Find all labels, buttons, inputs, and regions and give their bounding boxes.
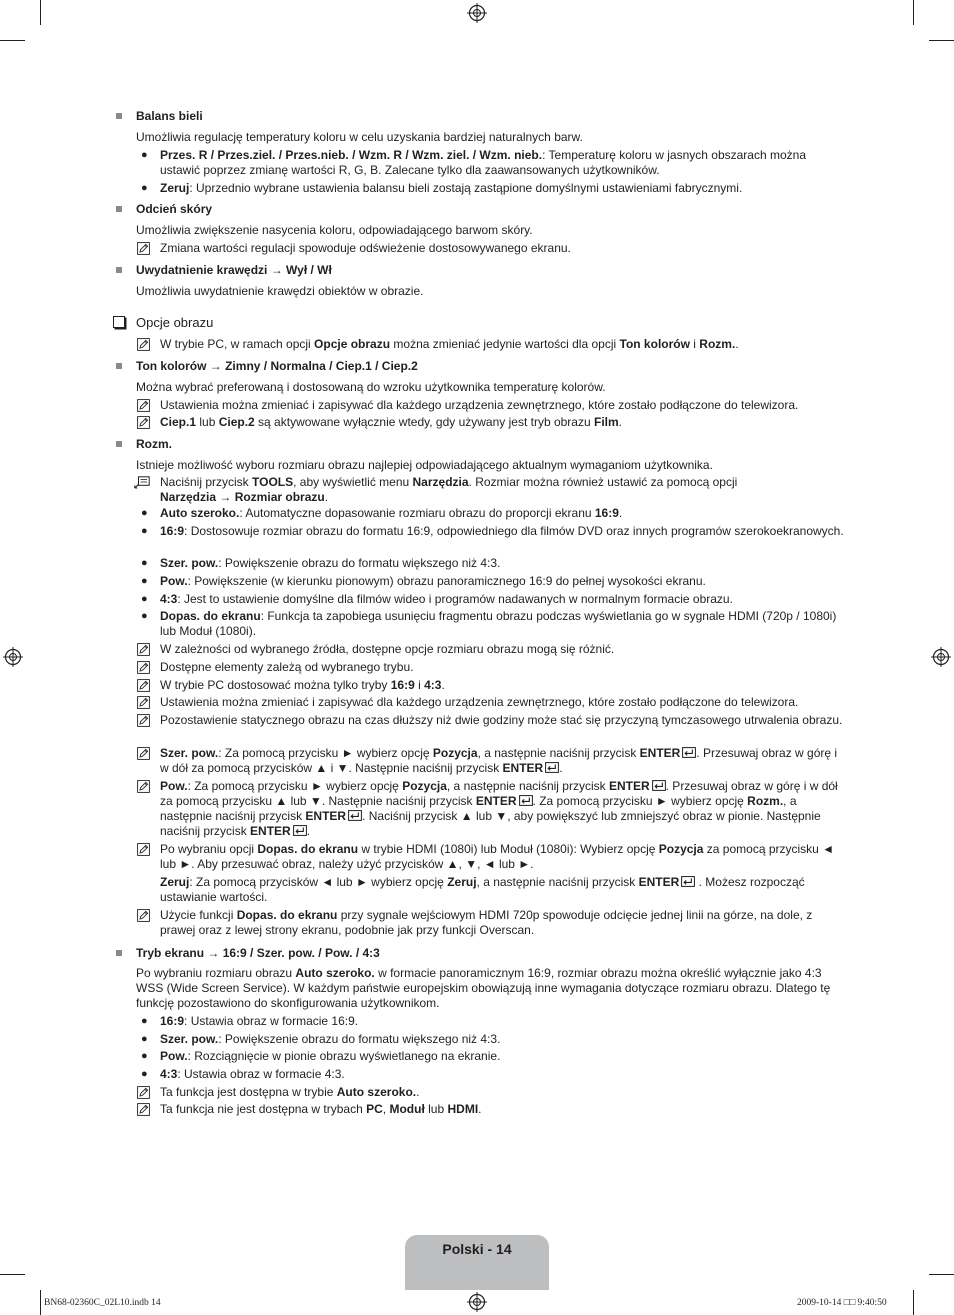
bold-term: ENTER <box>638 875 680 889</box>
line-text <box>160 1102 844 1117</box>
bold-term: ENTER <box>305 809 347 823</box>
text-run: . Przesuwaj obraz w górę i w dół za pomocą przycisku ▲ lub ▼. Następnie naciśnij przycisk <box>160 779 838 808</box>
bold-term: Film <box>593 415 619 429</box>
text-run: Istnieje możliwość wyboru rozmiaru obrazu najlepiej odpowiadającego aktualnym wymaganiom użytkownika. <box>136 458 713 472</box>
text-run: . <box>618 506 623 520</box>
crop-mark <box>929 40 954 41</box>
text-run: lub <box>424 1102 448 1116</box>
line-text <box>136 202 844 217</box>
line-text <box>136 109 844 124</box>
text-run: W zależności od wybranego źródła, dostępne opcje rozmiaru obrazu mogą się różnić. <box>160 642 615 656</box>
footer-file-info: BN68-02360C_02L10.indb 14 <box>44 1298 161 1308</box>
text-run: , a następnie naciśnij przycisk <box>160 794 797 823</box>
line-text <box>136 380 844 395</box>
line-text <box>160 1049 844 1064</box>
note-pencil-icon <box>137 714 150 727</box>
page-number-label: Polski - 14 <box>442 1241 512 1257</box>
text-run: , <box>382 1102 390 1116</box>
crop-mark <box>913 0 914 25</box>
note-pencil-icon <box>137 780 150 793</box>
bold-term: Moduł <box>389 1102 425 1116</box>
line-text <box>136 130 844 145</box>
text-run: . Możesz rozpocząć ustawianie wartości. <box>160 875 805 904</box>
text-run: . <box>324 490 329 504</box>
text-run: : Powiększenie (w kierunku pionowym) obrazu panoramicznego 16:9 do pełnej wysokości ekranu. <box>187 574 706 588</box>
round-bullet-icon: ● <box>141 610 148 622</box>
bold-term: Ciep.1 <box>160 415 197 429</box>
line-text <box>160 678 844 693</box>
note-pencil-icon <box>137 399 150 412</box>
bold-term: PC <box>366 1102 383 1116</box>
bold-term: 16:9 <box>160 1014 185 1028</box>
text-run: Zmiana wartości regulacji spowoduje odświeżenie dostosowywanego ekranu. <box>160 241 571 255</box>
text-run: . <box>441 678 445 692</box>
text-run: : Za pomocą przycisków ◄ lub ► wybierz opcję <box>189 875 448 889</box>
bold-term: 4:3 <box>160 1067 178 1081</box>
note-pencil-icon <box>137 909 150 922</box>
text-run: Użycie funkcji <box>160 908 237 922</box>
enter-key-icon <box>545 762 559 773</box>
enter-key-icon <box>519 795 533 806</box>
line-text <box>160 642 844 657</box>
text-run: . Naciśnij przycisk ▲ lub ▼, aby powiększyć lub zmniejszyć obraz w pionie. Następnie naciśnij przycisk <box>160 809 821 838</box>
line-text <box>160 506 844 521</box>
text-run: Umożliwia zwiększenie nasycenia koloru, odpowiadającego barwom skóry. <box>136 223 533 237</box>
bold-term: 4:3 <box>424 678 442 692</box>
line-text <box>160 181 844 196</box>
bold-term: Pow. <box>160 574 188 588</box>
line-text <box>160 1032 844 1047</box>
text-run: Po wybraniu rozmiaru obrazu <box>136 966 296 980</box>
line-text <box>160 241 844 256</box>
text-run: : Dostosowuje rozmiar obrazu do formatu 16:9, odpowiedniego dla filmów DVD oraz innych programów szerokoekranowych. <box>184 524 844 538</box>
bold-term: Rozm. <box>747 794 784 808</box>
bold-term: Pow. <box>160 779 188 793</box>
note-pencil-icon <box>137 696 150 709</box>
text-run: można zmieniać jedynie wartości dla opcji <box>390 337 620 351</box>
square-bullet-icon <box>116 113 122 119</box>
registration-mark-icon <box>467 1292 487 1312</box>
line-text <box>160 779 844 839</box>
line-text <box>160 609 844 639</box>
text-run: . <box>478 1102 482 1116</box>
text-run: i <box>414 678 425 692</box>
line-text <box>160 875 844 905</box>
text-run: za pomocą przycisku ◄ lub ►. Aby przesuwać obraz, należy użyć przycisków ▲, ▼, ◄ lub ►. <box>160 842 835 871</box>
bold-term: Szer. pow. <box>160 746 219 760</box>
round-bullet-icon: ● <box>141 507 148 519</box>
text-run: : Jest to ustawienie domyślne dla filmów wideo i programów nadawanych w normalnym formacie obrazu. <box>177 592 733 606</box>
page-number-tab <box>405 1235 549 1290</box>
text-run: . <box>416 1085 420 1099</box>
bold-term: Ciep.2 <box>218 415 255 429</box>
round-bullet-icon: ● <box>141 1050 148 1062</box>
bold-term: Tryb ekranu → 16:9 / Szer. pow. / Pow. / 4:3 <box>136 946 380 960</box>
text-run: . <box>735 337 739 351</box>
line-text <box>160 415 844 430</box>
bold-term: ENTER <box>639 746 681 760</box>
bold-term: 16:9 <box>594 506 619 520</box>
note-pencil-icon <box>137 1086 150 1099</box>
line-text <box>160 148 844 178</box>
bold-term: Pozycja <box>432 746 478 760</box>
bold-term: ENTER <box>608 779 650 793</box>
text-run: i <box>689 337 700 351</box>
line-text <box>160 746 844 776</box>
bold-term: Szer. pow. <box>160 556 219 570</box>
bold-term: Zeruj <box>160 181 190 195</box>
note-pencil-icon <box>137 747 150 760</box>
text-run: , a następnie naciśnij przycisk <box>446 779 609 793</box>
text-run: W trybie PC dostosować można tylko tryby <box>160 678 391 692</box>
enter-key-icon <box>681 876 695 887</box>
round-bullet-icon: ● <box>141 182 148 194</box>
line-text <box>136 359 844 374</box>
text-run: , a następnie naciśnij przycisk <box>476 875 639 889</box>
text-run: Opcje obrazu <box>136 315 214 330</box>
line-text <box>160 1085 844 1100</box>
bold-term: Odcień skóry <box>136 202 213 216</box>
crop-mark <box>929 1274 954 1275</box>
line-text <box>160 574 844 589</box>
text-run: . Przesuwaj obraz w górę i w dół za pomocą przycisków ▲ i ▼. Następnie naciśnij przycisk <box>160 746 838 775</box>
line-text <box>160 1014 844 1029</box>
text-run: lub <box>196 415 219 429</box>
text-run: W trybie PC, w ramach opcji <box>160 337 315 351</box>
text-run: , a następnie naciśnij przycisk <box>477 746 640 760</box>
line-text <box>160 556 844 571</box>
text-run: : Funkcja ta zapobiega usunięciu fragmentu obrazu podczas wyświetlania go w sygnale HDMI (720p / 1080i) lub Moduł (1080i). <box>160 609 837 638</box>
text-run: : Rozciągnięcie w pionie obrazu wyświetlanego na ekranie. <box>187 1049 501 1063</box>
line-text <box>160 398 844 413</box>
note-pencil-icon <box>137 679 150 692</box>
line-text <box>136 437 844 452</box>
text-run: w trybie HDMI (1080i) lub Moduł (1080i): Wybierz opcję <box>358 842 659 856</box>
text-run: Ustawienia można zmieniać i zapisywać dla każdego urządzenia zewnętrznego, które zostało podłączone do telewizora. <box>160 398 799 412</box>
text-run: Ta funkcja jest dostępna w trybie <box>160 1085 337 1099</box>
text-run: Można wybrać preferowaną i dostosowaną do wzroku użytkownika temperaturę kolorów. <box>136 380 606 394</box>
bold-term: Przes. R / Przes.ziel. / Przes.nieb. / Wzm. R / Wzm. ziel. / Wzm. nieb. <box>160 148 543 162</box>
square-bullet-icon <box>116 206 122 212</box>
bold-term: Uwydatnienie krawędzi → Wył / Wł <box>136 263 332 277</box>
square-bullet-icon <box>116 363 122 369</box>
line-text <box>160 524 844 539</box>
bold-term: Zeruj <box>160 875 190 889</box>
note-pencil-icon <box>137 416 150 429</box>
checkbox-icon <box>113 316 125 328</box>
crop-mark <box>913 1290 914 1315</box>
bold-term: Narzędzia <box>412 475 469 489</box>
text-run: : Ustawia obraz w formacie 16:9. <box>184 1014 359 1028</box>
text-run: : Za pomocą przycisku ► wybierz opcję <box>218 746 433 760</box>
bold-term: Auto szeroko. <box>295 966 375 980</box>
square-bullet-icon <box>116 441 122 447</box>
crop-mark <box>0 1274 25 1275</box>
square-bullet-icon <box>116 267 122 273</box>
bold-term: Auto szeroko. <box>336 1085 417 1099</box>
bold-term: HDMI <box>447 1102 479 1116</box>
bold-term: Dopas. do ekranu <box>236 908 338 922</box>
bold-term: Pozycja <box>402 779 447 793</box>
bold-term: Ton kolorów → Zimny / Normalna / Ciep.1 / Ciep.2 <box>136 359 418 373</box>
text-run: : Temperaturę koloru w jasnych obszarach można ustawić poprzez zmianę wartości R, G, B. Zalecane tylko dla zaawansowanych użytkowników. <box>160 148 806 177</box>
text-run: Po wybraniu opcji <box>160 842 258 856</box>
text-run: . <box>618 415 622 429</box>
text-run: : Za pomocą przycisku ► wybierz opcję <box>187 779 403 793</box>
text-run: Pozostawienie statycznego obrazu na czas dłuższy niż dwie godziny może stać się przyczyną tymczasowego utrwalenia obrazu. <box>160 713 843 727</box>
text-run: : Automatyczne dopasowanie rozmiaru obrazu do proporcji ekranu <box>239 506 595 520</box>
line-text <box>136 966 844 1011</box>
bold-term: 4:3 <box>160 592 178 606</box>
text-run: Umożliwia uwydatnienie krawędzi obiektów w obrazie. <box>136 284 424 298</box>
bold-term: TOOLS <box>252 475 294 489</box>
bold-term: Pozycja <box>658 842 704 856</box>
line-text <box>160 1067 844 1082</box>
bold-term: ENTER <box>475 794 517 808</box>
line-text <box>160 695 844 710</box>
text-run: : Powiększenie obrazu do formatu większego niż 4:3. <box>218 556 501 570</box>
text-run: Umożliwia regulację temperatury koloru w celu uzyskania bardziej naturalnych barw. <box>136 130 583 144</box>
enter-key-icon <box>348 810 362 821</box>
line-text <box>136 223 844 238</box>
note-pencil-icon <box>137 242 150 255</box>
registration-mark-icon <box>931 647 951 667</box>
bold-term: Ton kolorów <box>619 337 690 351</box>
line-text <box>160 713 844 728</box>
registration-mark-icon <box>3 647 23 667</box>
enter-key-icon <box>293 825 307 836</box>
enter-key-icon <box>682 747 696 758</box>
bold-term: Balans bieli <box>136 109 203 123</box>
round-bullet-icon: ● <box>141 149 148 161</box>
line-text <box>136 284 844 299</box>
round-bullet-icon: ● <box>141 1068 148 1080</box>
text-run: . <box>306 824 311 838</box>
text-run: : Uprzednio wybrane ustawienia balansu bieli zostają zastąpione domyślnymi ustawieniami fabrycznymi. <box>189 181 743 195</box>
note-pencil-icon <box>137 1103 150 1116</box>
round-bullet-icon: ● <box>141 575 148 587</box>
text-run: , aby wyświetlić menu <box>293 475 413 489</box>
enter-key-icon <box>652 780 666 791</box>
text-run: : Ustawia obraz w formacie 4:3. <box>177 1067 345 1081</box>
text-run: Ta funkcja nie jest dostępna w trybach <box>160 1102 367 1116</box>
tools-icon <box>134 476 150 493</box>
bold-term: Dopas. do ekranu <box>257 842 359 856</box>
line-text <box>136 946 844 961</box>
line-text <box>136 263 844 278</box>
text-run: Naciśnij przycisk <box>160 475 253 489</box>
text-run: . Za pomocą przycisku ► wybierz opcję <box>532 794 748 808</box>
crop-mark <box>40 0 41 25</box>
registration-mark-icon <box>467 3 487 23</box>
bold-term: Auto szeroko. <box>160 506 240 520</box>
round-bullet-icon: ● <box>141 593 148 605</box>
text-run: Ustawienia można zmieniać i zapisywać dla każdego urządzenia zewnętrznego, które zostało podłączone do telewizora. <box>160 695 799 709</box>
line-text <box>136 458 844 473</box>
round-bullet-icon: ● <box>141 1033 148 1045</box>
bold-term: 16:9 <box>390 678 415 692</box>
line-text <box>136 315 844 330</box>
text-run: w formacie panoramicznym 16:9, rozmiar obrazu można określić wyłącznie jako 4:3 WSS (Wide Screen Service). W każdym państwie europejskim obowiązują inne wymagania dotyczące rozmiaru obrazu. Dlatego tę funkcję pozostawiono do skonfigurowania użytkownikom. <box>136 966 831 1010</box>
square-bullet-icon <box>116 950 122 956</box>
round-bullet-icon: ● <box>141 557 148 569</box>
round-bullet-icon: ● <box>141 525 148 537</box>
crop-mark <box>0 40 25 41</box>
round-bullet-icon: ● <box>141 1015 148 1027</box>
text-run: : Powiększenie obrazu do formatu większego niż 4:3. <box>218 1032 501 1046</box>
note-pencil-icon <box>137 661 150 674</box>
bold-term: ENTER <box>250 824 291 838</box>
text-run: przy sygnale wejściowym HDMI 720p spowoduje odcięcie jednej linii na górze, na dole, z prawej oraz z lewej strony ekranu, podobnie jak przy funkcji Overscan. <box>160 908 813 937</box>
bold-term: ENTER <box>502 761 544 775</box>
bold-term: Dopas. do ekranu <box>160 609 261 623</box>
note-pencil-icon <box>137 843 150 856</box>
bold-term: Pow. <box>160 1049 188 1063</box>
text-run: Dostępne elementy zależą od wybranego trybu. <box>160 660 414 674</box>
line-text <box>160 475 844 505</box>
note-pencil-icon <box>137 643 150 656</box>
bold-term: Rozm. <box>699 337 736 351</box>
line-text <box>160 337 844 352</box>
crop-mark <box>40 1290 41 1315</box>
line-text <box>160 592 844 607</box>
bold-term: Narzędzia → Rozmiar obrazu <box>160 490 325 504</box>
footer-timestamp: 2009-10-14 □□ 9:40:50 <box>797 1298 887 1308</box>
bold-term: Rozm. <box>136 437 172 451</box>
text-run: . <box>559 761 563 775</box>
bold-term: 16:9 <box>160 524 185 538</box>
text-run: . Rozmiar można również ustawić za pomocą opcji <box>468 475 738 489</box>
bold-term: Zeruj <box>447 875 477 889</box>
line-text <box>160 908 844 938</box>
line-text <box>160 660 844 675</box>
note-pencil-icon <box>137 338 150 351</box>
line-text <box>160 842 844 872</box>
text-run: są aktywowane wyłącznie wtedy, gdy używany jest tryb obrazu <box>254 415 594 429</box>
bold-term: Opcje obrazu <box>314 337 391 351</box>
bold-term: Szer. pow. <box>160 1032 219 1046</box>
